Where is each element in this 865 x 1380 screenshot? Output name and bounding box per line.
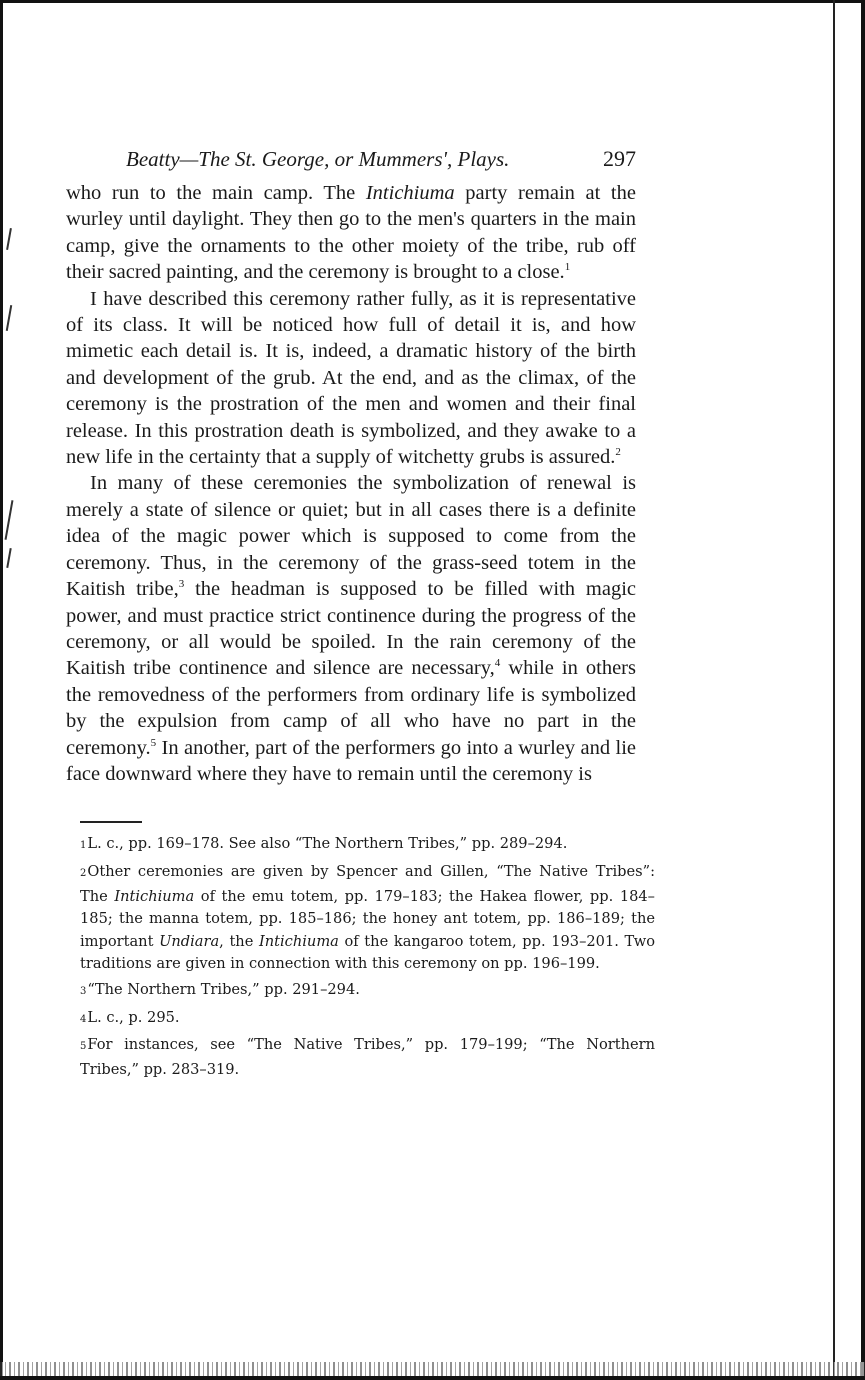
footnote-marker: 5 bbox=[80, 1041, 87, 1053]
footnote-marker: 1 bbox=[80, 840, 87, 852]
paragraph-1 bbox=[66, 180, 636, 286]
paragraph-text: the headman is supposed to be filled with magic power, and must practice strict continence during the progress of the ceremony, or all would be spoiled. In the rain ceremony of the Kaitish tribe continence and silence are necessary, bbox=[66, 578, 636, 680]
paragraph-2 bbox=[66, 286, 636, 471]
footnote-text: “The Northern Tribes,” pp. 291–294. bbox=[87, 980, 360, 998]
footnote-text: of the kangaroo totem, pp. 193–201. Two traditions are given in connection with this ceremony on pp. 196–199. bbox=[80, 932, 655, 973]
scan-border-bottom bbox=[0, 1376, 865, 1380]
footnote-ref[interactable]: 5 bbox=[150, 736, 157, 749]
paragraph-text: while in others the removedness of the performers from ordinary life is symbolized by the expulsion from camp of all who have no part in the ceremony. bbox=[66, 657, 636, 759]
footnote-text: Other ceremonies are given by Spencer and Gillen, “The Native Tribes”: The bbox=[80, 862, 655, 905]
footnote-text: , the bbox=[219, 932, 259, 950]
footnotes bbox=[80, 833, 655, 1081]
footnote-marker: 4 bbox=[80, 1013, 87, 1025]
footnote-marker: 3 bbox=[80, 985, 87, 997]
paragraph-text: party remain at the wurley until daylight. They then go to the men's quarters in the main camp, give the ornaments to the other moiety of the tribe, rub off their sacred painting, and the ceremony is brought to a close. bbox=[66, 182, 636, 284]
scan-border-top bbox=[0, 0, 865, 3]
italic-term: Intichiuma bbox=[114, 887, 195, 905]
paragraph-text: who run to the main camp. The bbox=[66, 182, 366, 204]
footnote-3 bbox=[80, 979, 655, 1004]
paragraph-text: I have described this ceremony rather fully, as it is representative of its class. It will be noticed how full of detail it is, and how mimetic each detail is. It is, indeed, a dramatic history of the birth and development of the grub. At the end, and as the climax, of the ceremony is the prostration of the men and women and their final release. In this prostration death is symbolized, and they awake to a new life in the certainty that a supply of witchetty grubs is assured. bbox=[66, 287, 636, 469]
margin-mark bbox=[5, 500, 14, 540]
footnote-2 bbox=[80, 861, 655, 976]
scan-border-right bbox=[861, 0, 865, 1380]
italic-term: Intichiuma bbox=[365, 182, 455, 204]
footnote-marker: 2 bbox=[80, 867, 87, 879]
footnote-5 bbox=[80, 1034, 655, 1081]
margin-mark bbox=[6, 228, 12, 250]
paragraph-3 bbox=[66, 470, 636, 787]
footnote-divider bbox=[80, 821, 142, 823]
italic-term: Undiara bbox=[159, 932, 220, 950]
page-edge-right bbox=[833, 0, 835, 1380]
footnote-4 bbox=[80, 1007, 655, 1032]
footnote-text: L. c., p. 295. bbox=[87, 1008, 180, 1026]
paragraph-text: In many of these ceremonies the symbolization of renewal is merely a state of silence or quiet; but in all cases there is a definite idea of the magic power which is supposed to come from the ceremony. Thus, in the ceremony of the grass-seed totem in the Kaitish tribe, bbox=[66, 472, 636, 601]
running-title: Beatty—The St. George, or Mummers', Plays. bbox=[126, 147, 510, 171]
running-head bbox=[126, 146, 636, 180]
footnote-text: For instances, see “The Native Tribes,” pp. 179–199; “The Northern Tribes,” pp. 283–319. bbox=[80, 1036, 655, 1078]
page-number: 297 bbox=[603, 146, 636, 171]
footnote-ref[interactable]: 3 bbox=[178, 578, 185, 591]
footnote-ref[interactable]: 4 bbox=[494, 657, 501, 670]
margin-mark bbox=[6, 548, 11, 568]
paragraph-text: In another, part of the performers go into a wurley and lie face downward where they have to remain until the ceremony is bbox=[66, 736, 636, 785]
footnote-ref[interactable]: 2 bbox=[615, 446, 621, 459]
torn-bottom-edge bbox=[0, 1362, 865, 1376]
footnote-text: L. c., pp. 169–178. See also “The Northern Tribes,” pp. 289–294. bbox=[87, 835, 568, 853]
footnote-1 bbox=[80, 833, 655, 858]
margin-mark bbox=[6, 305, 12, 331]
italic-term: Intichiuma bbox=[258, 932, 339, 950]
footnote-ref[interactable]: 1 bbox=[564, 261, 571, 274]
footnote-text: of the emu totem, pp. 179–183; the Hakea flower, pp. 184–185; the manna totem, pp. 185–186; the honey ant totem, pp. 186–189; the important bbox=[80, 887, 655, 950]
page-content bbox=[66, 146, 655, 1084]
scan-border-left bbox=[0, 0, 3, 1380]
